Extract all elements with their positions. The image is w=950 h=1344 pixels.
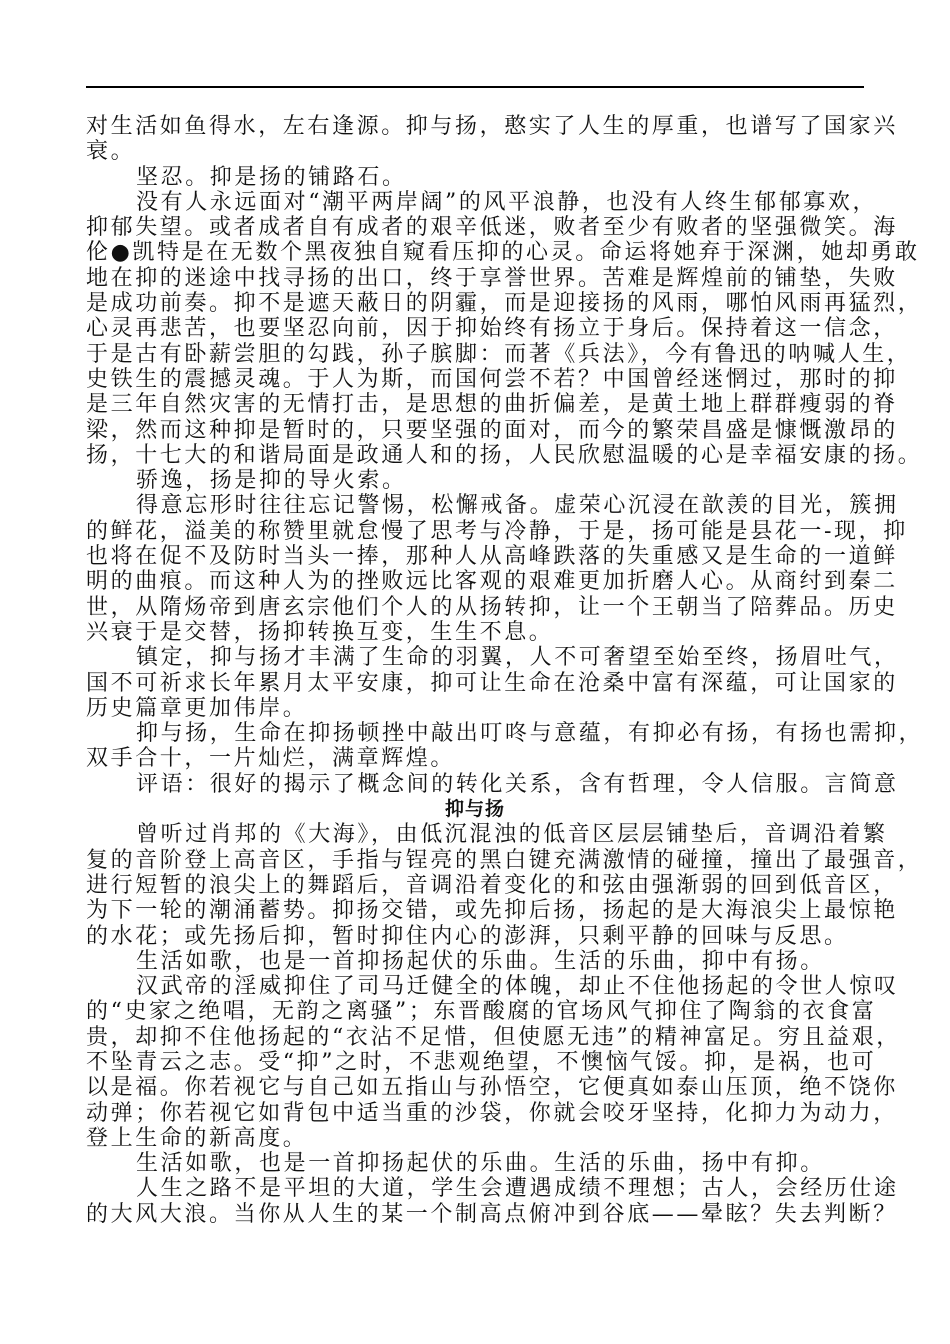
text-line: 明的曲痕。而这种人为的挫败远比客观的艰难更加折磨人心。从商纣到秦二 [86,569,898,595]
text-line: 进行短暂的浪尖上的舞蹈后，音调沿着变化的和弦由强渐弱的回到低音区， [86,872,898,898]
text-line: 双手合十，一片灿烂，满章辉煌。 [86,746,456,772]
text-line: 骄逸，扬是抑的导火索。 [136,468,407,494]
text-line: 生活如歌，也是一首抑扬起伏的乐曲。生活的乐曲，抑中有扬。 [136,948,825,974]
text-line: 不坠青云之志。受“抑”之时，不悲观绝望，不懊恼气馁。抑，是祸，也可 [86,1049,877,1075]
text-line: 国不可祈求长年累月太平安康，抑可让生命在沧桑中富有深蕴，可让国家的 [86,670,898,696]
text-line: 梁，然而这种抑是暂时的，只要坚强的面对，而今的繁荣昌盛是慷慨激昂的 [86,417,898,443]
text-line: 世，从隋炀帝到唐玄宗他们个人的从扬转抑，让一个王朝当了陪葬品。历史 [86,594,898,620]
essay-body [86,822,923,1227]
document-body [86,114,924,1227]
text-line: 抑与扬，生命在抑扬顿挫中敲出叮咚与意蕴，有抑必有扬，有扬也需抑， [136,721,924,747]
text-line: 坚忍。抑是扬的铺路石。 [136,164,407,190]
text-line: 登上生命的新高度。 [86,1125,308,1151]
essay-continuation [86,114,924,797]
text-line: 的大风大浪。当你从人生的某一个制高点俯冲到谷底——晕眩？失去判断？ [86,1201,898,1227]
text-line: 史铁生的震撼灵魂。于人为斯，而国何尝不若？中国曾经迷惘过，那时的抑 [86,366,898,392]
text-line: 是三年自然灾害的无情打击，是思想的曲折偏差，是黄土地上群群瘦弱的脊 [86,392,898,418]
text-line: 也将在促不及防时当头一捧，那种人从高峰跌落的失重感又是生命的一道鲜 [86,544,898,570]
essay-title: 抑与扬 [444,798,505,821]
text-line: 镇定，抑与扬才丰满了生命的羽翼，人不可奢望至始至终，扬眉吐气， [136,645,899,671]
text-line: 伦●凯特是在无数个黑夜独自窥看压抑的心灵。命运将她弃于深渊，她却勇敢 [86,240,920,266]
text-line: 于是古有卧薪尝胆的勾践，孙子膑脚：而著《兵法》，今有鲁迅的呐喊人生， [86,341,912,367]
text-line: 是成功前奏。抑不是遮天蔽日的阴霾，而是迎接扬的风雨，哪怕风雨再猛烈， [86,291,923,317]
text-line: 人生之路不是平坦的大道，学生会遭遇成绩不理想；古人，会经历仕途 [136,1176,899,1202]
text-line: 没有人永远面对“潮平两岸阔”的风平浪静，也没有人终生郁郁寡欢， [136,189,878,215]
text-line: 贵，却抑不住他扬起的“衣沾不足惜，但使愿无违”的精神富足。穷且益艰， [86,1024,901,1050]
header-rule [86,86,864,88]
text-line: 心灵再悲苦，也要坚忍向前，因于抑始终有扬立于身后。保持着这一信念， [86,316,898,342]
text-line: 兴衰于是交替，扬抑转换互变，生生不息。 [86,619,554,645]
text-line: 的“史家之绝唱，无韵之离骚”；东晋酸腐的官场风气抑住了陶翁的衣食富 [86,999,877,1025]
text-line: 曾听过肖邦的《大海》，由低沉混浊的低音区层层铺垫后，音调沿着繁 [136,822,888,848]
text-line: 对生活如鱼得水，左右逢源。抑与扬，憨实了人生的厚重，也谱写了国家兴 [86,114,898,139]
text-line: 以是福。你若视它与自己如五指山与孙悟空，它便真如泰山压顶，绝不饶你 [86,1075,898,1101]
text-line: 的水花；或先扬后抑，暂时抑住内心的澎湃，只剩平静的回味与反思。 [86,923,849,949]
text-line: 得意忘形时往往忘记警惕，松懈戒备。虚荣心沉浸在歆羡的目光，簇拥 [136,493,899,519]
text-line: 抑郁失望。或者成者自有成者的艰辛低迷，败者至少有败者的坚强微笑。海 [86,215,898,241]
text-line: 历史篇章更加伟岸。 [86,695,308,721]
text-line: 地在抑的迷途中找寻扬的出口，终于享誉世界。苦难是辉煌前的铺垫，失败 [86,265,898,291]
text-line: 生活如歌，也是一首抑扬起伏的乐曲。生活的乐曲，扬中有抑。 [136,1151,825,1177]
text-line: 的鲜花，溢美的称赞里就怠慢了思考与冷静，于是，扬可能是县花一-现，抑 [86,518,908,544]
text-line: 衰。 [86,139,136,165]
text-line: 扬，十七大的和谐局面是政通人和的扬，人民欣慰温暖的心是幸福安康的扬。 [86,442,923,468]
text-line: 复的音阶登上高音区，手指与锃亮的黑白键充满激情的碰撞，撞出了最强音， [86,847,923,873]
text-line: 汉武帝的淫威抑住了司马迁健全的体魄，却止不住他扬起的令世人惊叹 [136,974,899,1000]
text-line: 为下一轮的潮涌蓄势。抑扬交错，或先抑后扬，扬起的是大海浪尖上最惊艳 [86,898,898,924]
text-line: 评语：很好的揭示了概念间的转化关系，含有哲理，令人信服。言简意 [136,771,899,797]
text-line: 动弹；你若视它如背包中适当重的沙袋，你就会咬牙坚持，化抑力为动力， [86,1100,898,1126]
